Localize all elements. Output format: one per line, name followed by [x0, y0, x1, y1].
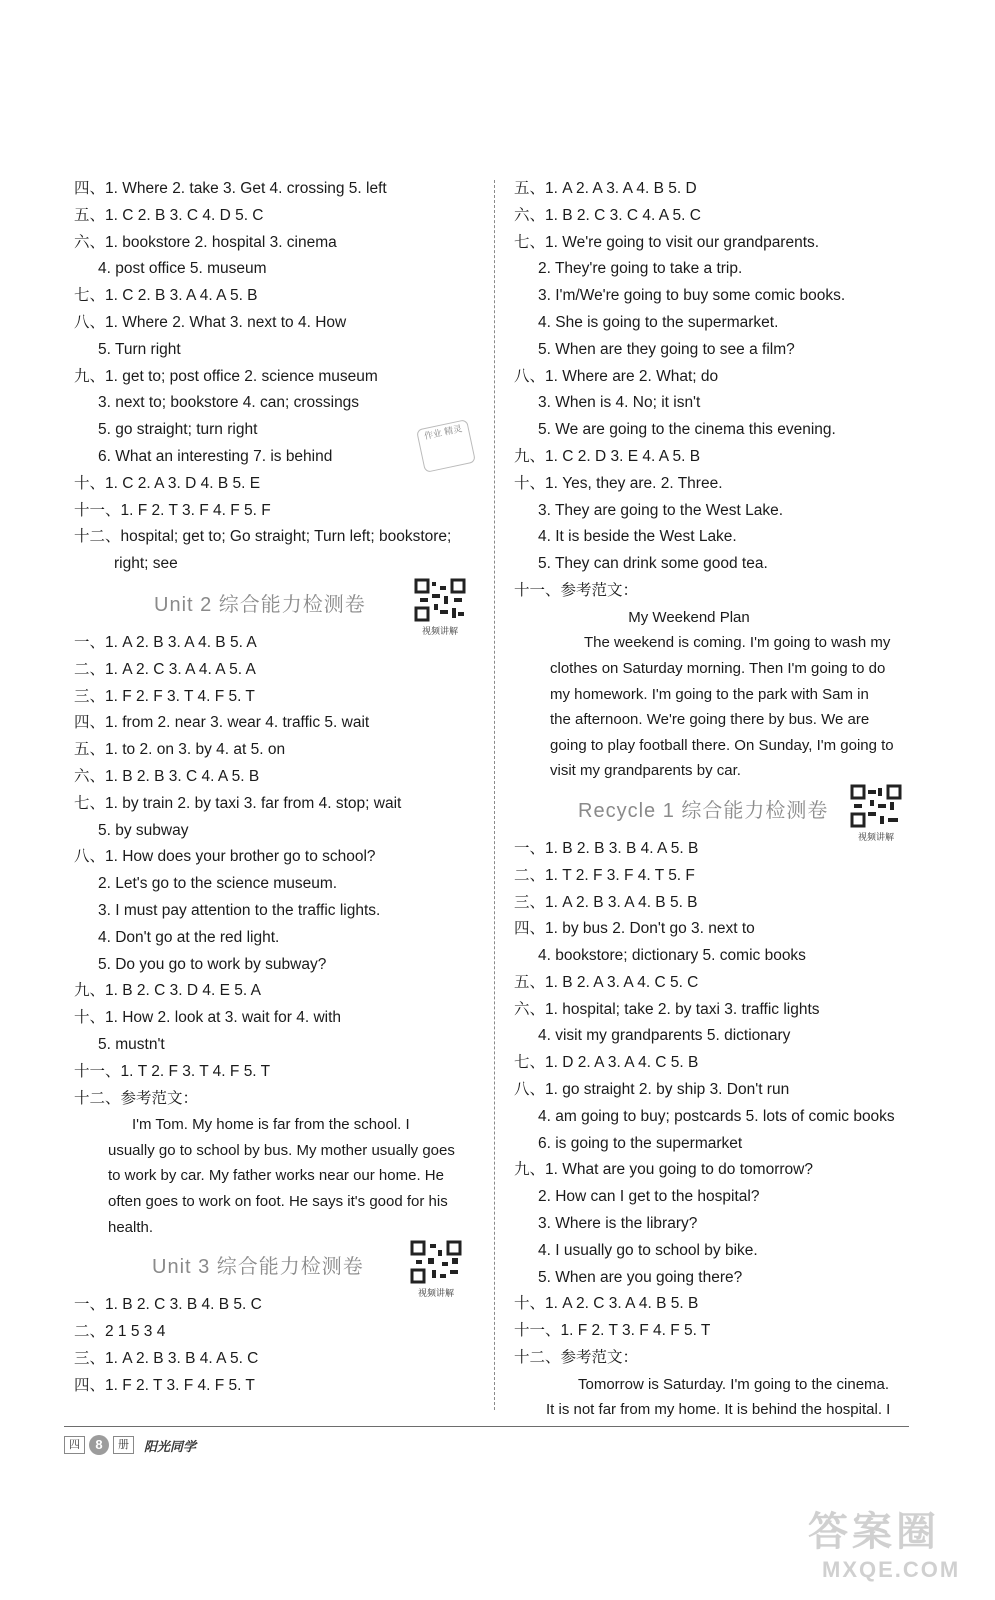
answer-line: 十一、1. T 2. F 3. T 4. F 5. T [74, 1062, 271, 1080]
answer-line: 4. post office 5. museum [98, 260, 267, 278]
unit3-title: Unit 3 综合能力检测卷 [152, 1256, 364, 1279]
unit3-header [74, 1240, 484, 1299]
answer-line: 十、1. A 2. C 3. A 4. B 5. B [514, 1295, 699, 1313]
essay-line: usually go to school by bus. My mother usually goes [108, 1141, 455, 1159]
answer-line: 十二、参考范文： [514, 1349, 639, 1367]
answer-line: 5. go straight; turn right [98, 421, 258, 439]
answer-line: 十二、hospital; get to; Go straight; Turn left; bookstore; [74, 528, 452, 546]
answer-line: 3. When is 4. No; it isn't [538, 394, 701, 412]
answer-line: 七、1. We're going to visit our grandparents. [514, 233, 820, 251]
answer-line: 三、1. A 2. B 3. B 4. A 5. C [74, 1349, 259, 1367]
recycle1-title: Recycle 1 综合能力检测卷 [578, 799, 829, 822]
page-number: 8 [89, 1435, 109, 1455]
qr-code-icon[interactable] [850, 784, 902, 828]
answer-line: 3. next to; bookstore 4. can; crossings [98, 394, 360, 412]
essay-line: It is not far from my home. It is behind the hospital. I [546, 1401, 891, 1419]
answer-line: 五、1. to 2. on 3. by 4. at 5. on [74, 741, 286, 759]
answer-line: 十一、参考范文： [514, 581, 639, 599]
unit2-header [74, 578, 484, 636]
essay-line: going to play football there. On Sunday, I'm going to [550, 736, 894, 754]
answer-line: 十、1. How 2. look at 3. wait for 4. with [74, 1009, 342, 1027]
essay-title: My Weekend Plan [628, 608, 750, 626]
answer-line: 七、1. C 2. B 3. A 4. A 5. B [74, 287, 258, 305]
answer-line: 二、1. A 2. C 3. A 4. A 5. A [74, 660, 256, 678]
answer-line: 3. They are going to the West Lake. [538, 501, 783, 519]
answer-line: 十一、1. F 2. T 3. F 4. F 5. T [514, 1322, 711, 1340]
answer-line: 五、1. B 2. A 3. A 4. C 5. C [514, 973, 699, 991]
answer-line: 六、1. bookstore 2. hospital 3. cinema [74, 233, 337, 251]
answer-line: 三、1. F 2. F 3. T 4. F 5. T [74, 687, 255, 705]
answer-line: 十、1. Yes, they are. 2. Three. [514, 474, 723, 492]
answer-line: 3. I must pay attention to the traffic lights. [98, 901, 381, 919]
answer-line: 2. Let's go to the science museum. [98, 875, 338, 893]
answer-line: 四、1. F 2. T 3. F 4. F 5. T [74, 1376, 255, 1394]
answer-line: 八、1. go straight 2. by ship 3. Don't run [514, 1081, 790, 1099]
answer-line: 七、1. D 2. A 3. A 4. C 5. B [514, 1054, 699, 1072]
answer-line: 5. When are they going to see a film? [538, 340, 795, 358]
answer-line: 三、1. A 2. B 3. A 4. B 5. B [514, 893, 698, 911]
answer-line: 一、1. B 2. B 3. B 4. A 5. B [514, 839, 699, 857]
answer-line: 八、1. Where are 2. What; do [514, 367, 719, 385]
answer-line: 一、1. A 2. B 3. A 4. B 5. A [74, 633, 257, 651]
essay-line: clothes on Saturday morning. Then I'm going to do [550, 659, 886, 677]
right-column [514, 176, 934, 1423]
answer-line: 4. am going to buy; postcards 5. lots of comic books [538, 1107, 895, 1125]
qr-caption: 视频讲解 [857, 831, 894, 842]
qr-code-icon[interactable] [414, 578, 466, 622]
watermark-url: MXQE.COM [822, 1557, 961, 1582]
recycle1-header [514, 784, 934, 842]
answer-line: 十二、参考范文： [74, 1089, 199, 1107]
answer-line: 十一、1. F 2. T 3. F 4. F 5. F [74, 501, 271, 519]
essay-line: the afternoon. We're going there by bus. We are [550, 711, 870, 729]
column-divider [494, 180, 495, 1410]
answer-line: 二、1. T 2. F 3. F 4. T 5. F [514, 866, 695, 884]
answer-line: 2. They're going to take a trip. [538, 260, 743, 278]
answer-line: 4. Don't go at the red light. [98, 928, 280, 946]
answer-line: 七、1. by train 2. by taxi 3. far from 4. stop; wait [74, 794, 402, 812]
volume-label: 册 [113, 1436, 134, 1454]
qr-caption: 视频讲解 [417, 1288, 454, 1299]
answer-line: 一、1. B 2. C 3. B 4. B 5. C [74, 1296, 262, 1314]
answer-line: 五、1. A 2. A 3. A 4. B 5. D [514, 180, 697, 197]
essay-line: visit my grandparents by car. [550, 762, 741, 780]
answer-line: 5. Do you go to work by subway? [98, 955, 327, 973]
qr-caption: 视频讲解 [421, 625, 458, 636]
site-watermark [808, 1500, 978, 1590]
answer-line: 5. mustn't [98, 1035, 165, 1053]
essay-line: Tomorrow is Saturday. I'm going to the cinema. [578, 1375, 890, 1393]
answer-line: 5. When are you going there? [538, 1268, 743, 1286]
grade-label: 四 [64, 1436, 85, 1454]
answer-line: 十、1. C 2. A 3. D 4. B 5. E [74, 474, 261, 492]
footer-rule [64, 1426, 909, 1427]
answer-line: 5. by subway [98, 821, 189, 839]
answer-line: 六、1. hospital; take 2. by taxi 3. traffic lights [514, 1000, 820, 1018]
answer-line: 九、1. C 2. D 3. E 4. A 5. B [514, 447, 701, 465]
answer-line: 4. bookstore; dictionary 5. comic books [538, 947, 806, 965]
essay-line: health. [108, 1218, 154, 1236]
answer-line: 5. We are going to the cinema this evening. [538, 421, 836, 439]
answer-line: 3. Where is the library? [538, 1215, 698, 1233]
homework-stamp: 作业 精灵 [416, 419, 476, 473]
answer-line: 5. They can drink some good tea. [538, 555, 768, 573]
answer-line: 4. It is beside the West Lake. [538, 528, 737, 546]
answer-line: 八、1. How does your brother go to school? [74, 848, 376, 866]
answer-line: 六、1. B 2. C 3. C 4. A 5. C [514, 206, 701, 224]
essay-line: The weekend is coming. I'm going to wash my [584, 634, 891, 652]
essay-line: to work by car. My father works near our home. He [108, 1167, 444, 1185]
brand-logo: 阳光同学 [144, 1438, 197, 1454]
answer-line: 九、1. get to; post office 2. science museum [74, 367, 378, 385]
qr-code-icon[interactable] [410, 1240, 462, 1284]
essay-line: I'm Tom. My home is far from the school. I [132, 1116, 410, 1134]
answer-line: 4. visit my grandparents 5. dictionary [538, 1027, 791, 1045]
answer-line: 九、1. What are you going to do tomorrow? [514, 1161, 813, 1179]
answer-line: 4. She is going to the supermarket. [538, 313, 779, 331]
answer-line: 四、1. by bus 2. Don't go 3. next to [514, 920, 755, 938]
essay-line: often goes to work on foot. He says it's good for his [108, 1193, 448, 1211]
answer-line: 3. I'm/We're going to buy some comic books. [538, 287, 846, 305]
answer-line: 八、1. Where 2. What 3. next to 4. How [74, 313, 347, 331]
answer-line: 2. How can I get to the hospital? [538, 1188, 760, 1206]
answer-line: 六、1. B 2. B 3. C 4. A 5. B [74, 767, 260, 785]
answer-line: 四、1. Where 2. take 3. Get 4. crossing 5. left [74, 180, 387, 197]
left-column [74, 176, 484, 1399]
essay-line: my homework. I'm going to the park with Sam in [550, 685, 869, 703]
answer-line: 二、2 1 5 3 4 [74, 1323, 166, 1341]
answer-line: 4. I usually go to school by bike. [538, 1241, 758, 1259]
unit2-title: Unit 2 综合能力检测卷 [154, 593, 366, 616]
watermark-logo: 答案圈 [808, 1510, 940, 1554]
page-footer [64, 1432, 196, 1458]
answer-line: 5. Turn right [98, 340, 181, 358]
answer-line: 6. What an interesting 7. is behind [98, 447, 333, 465]
answer-line: 四、1. from 2. near 3. wear 4. traffic 5. wait [74, 714, 370, 732]
answer-line: right; see [114, 555, 178, 573]
answer-line: 九、1. B 2. C 3. D 4. E 5. A [74, 982, 261, 1000]
answer-line: 五、1. C 2. B 3. C 4. D 5. C [74, 206, 264, 224]
answer-line: 6. is going to the supermarket [538, 1134, 743, 1152]
